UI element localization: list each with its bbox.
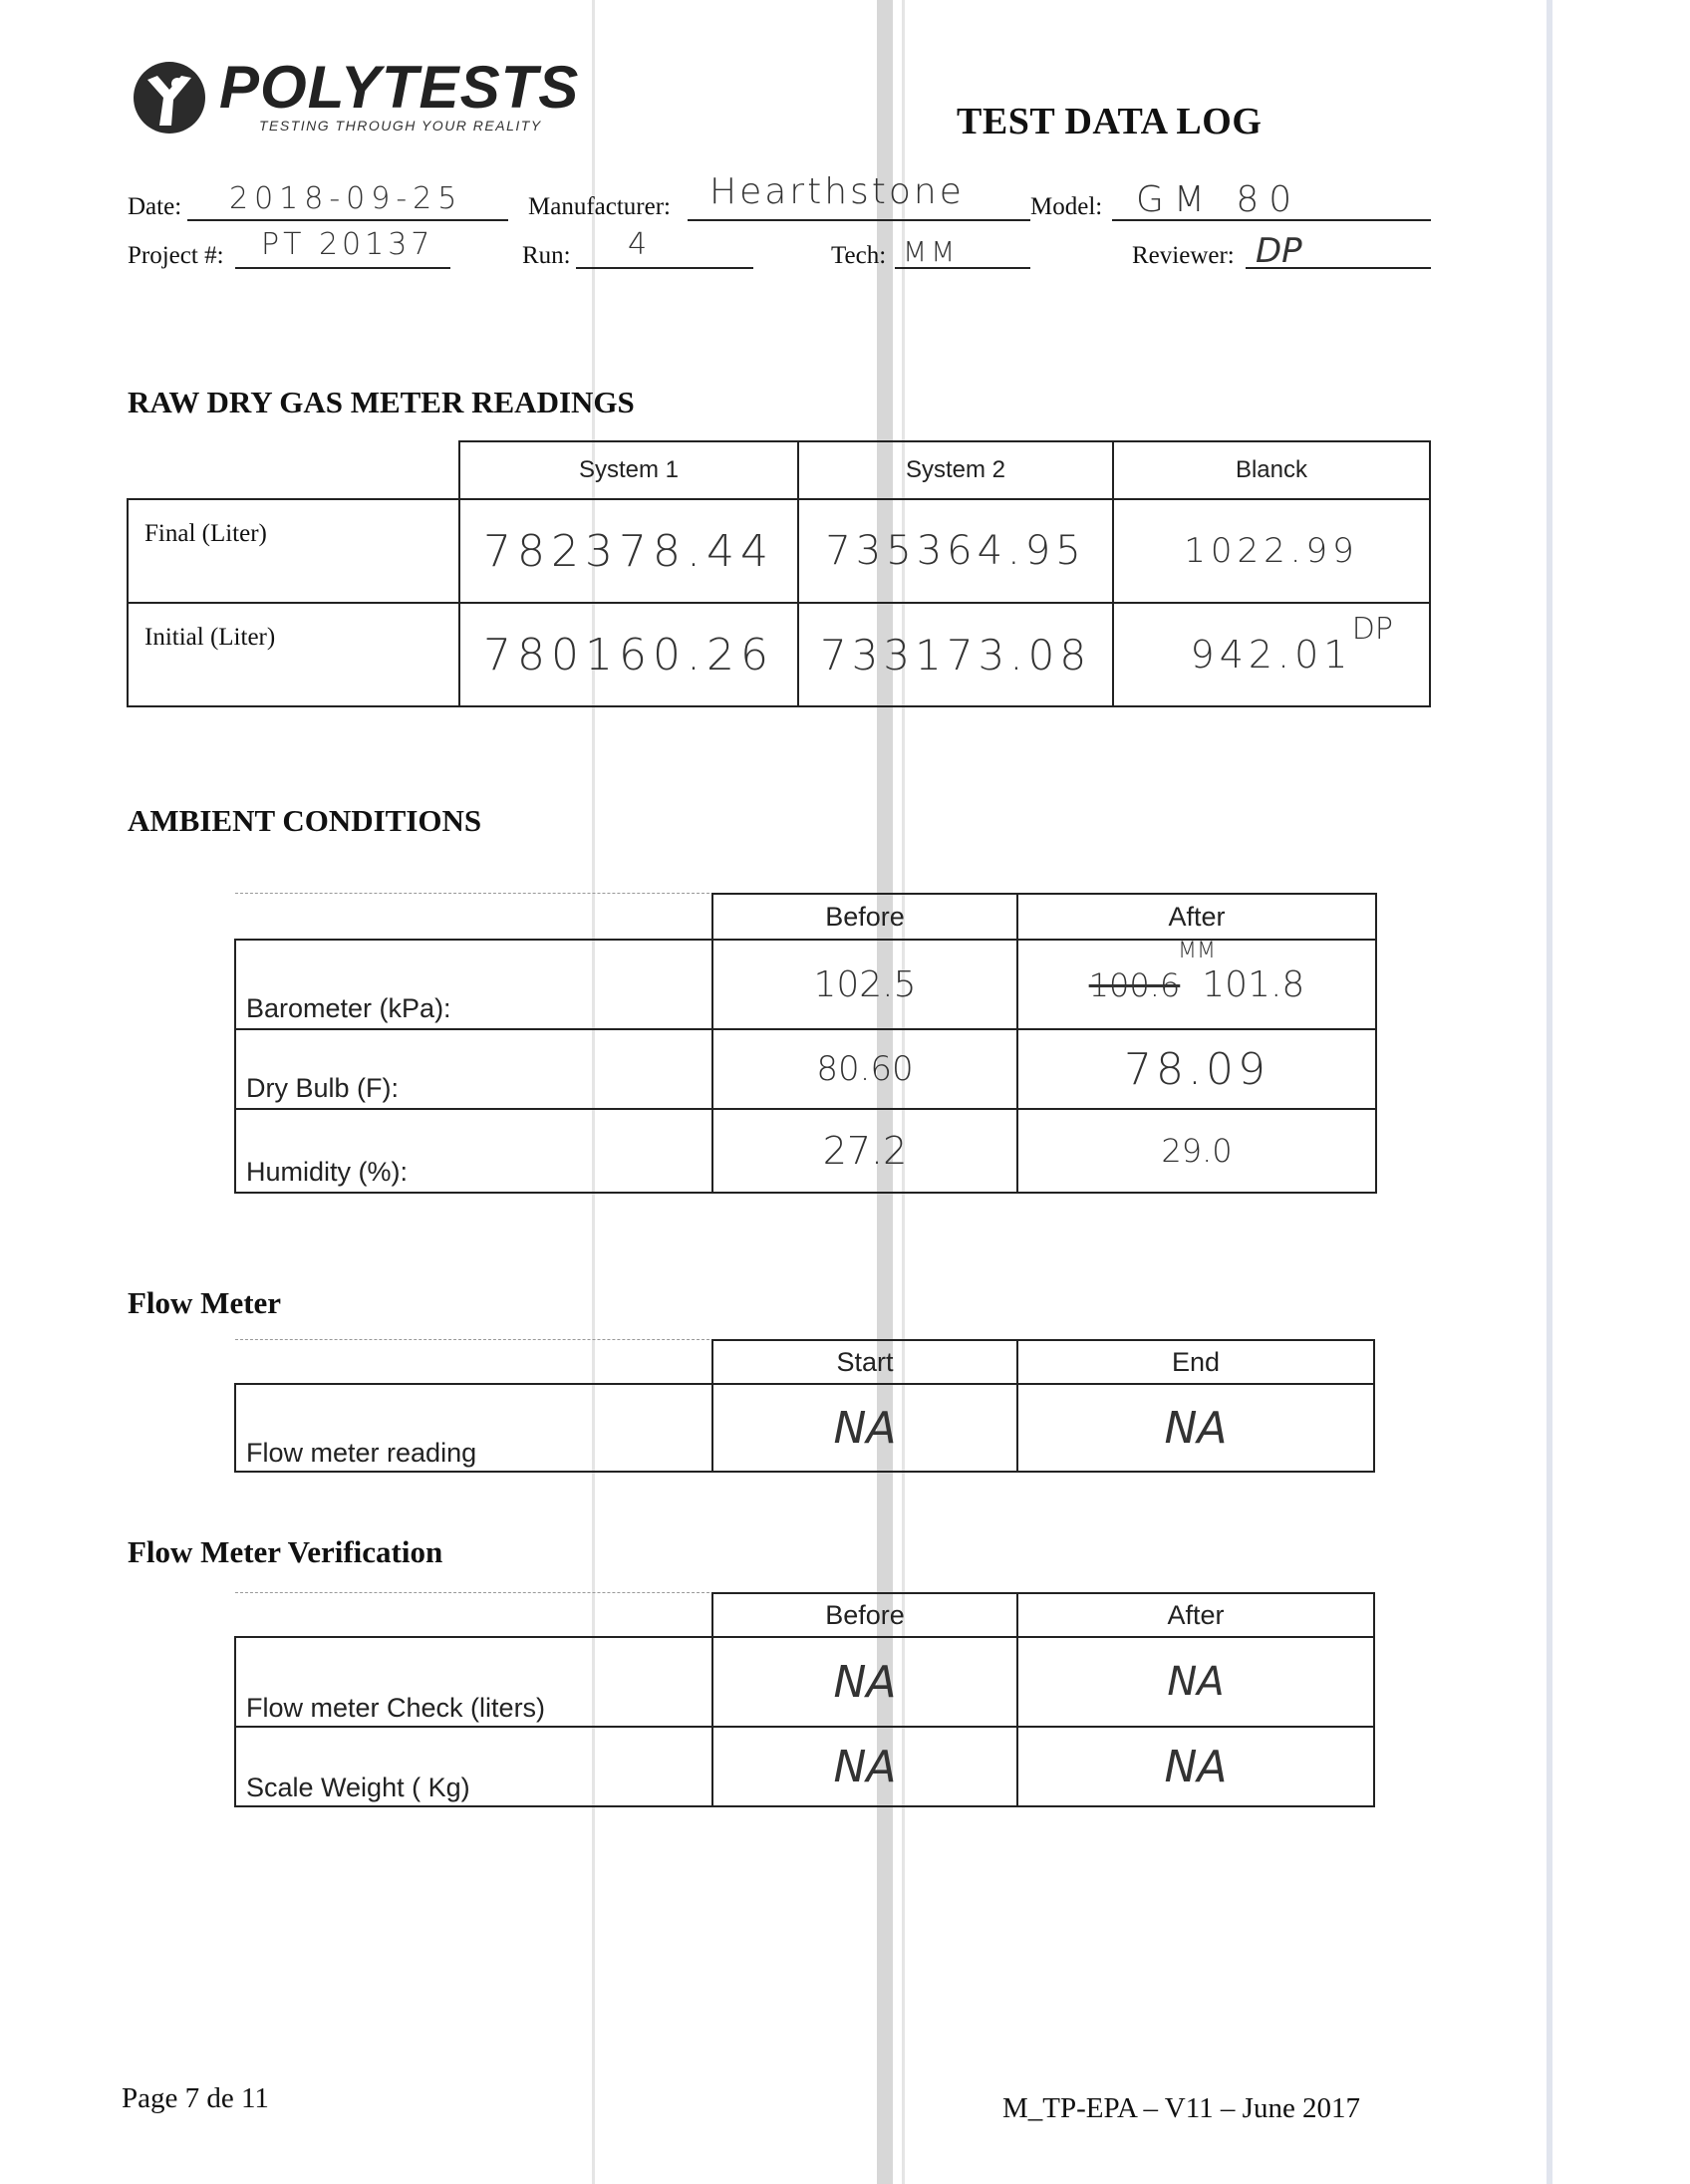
verification-cell — [712, 1727, 1017, 1806]
ambient-cell — [712, 940, 1017, 1029]
flow-row-label: Flow meter reading — [235, 1384, 712, 1472]
run-value: 4 — [628, 227, 648, 262]
barometer-after-initials: MM — [1178, 939, 1216, 963]
gas-final-blanck: 1022.99 — [1184, 531, 1359, 571]
date-value: 2018-09-25 — [229, 181, 463, 216]
tech-value: MM — [903, 235, 960, 268]
gas-initial-system-1: 780160.26 — [483, 629, 774, 681]
verification-col-after: After — [1017, 1593, 1374, 1637]
dry-bulb-before: 80.60 — [816, 1049, 914, 1089]
page-number: Page 7 de 11 — [122, 2082, 269, 2114]
flow-cell — [1017, 1384, 1374, 1472]
humidity-after: 29.0 — [1161, 1132, 1233, 1170]
ambient-cell — [712, 1109, 1017, 1193]
manufacturer-label: Manufacturer: — [528, 193, 671, 220]
gas-row-label: Initial (Liter) — [128, 603, 459, 706]
reviewer-value: DP — [1256, 231, 1302, 271]
gas-initial-blanck: 942.01 — [1190, 633, 1353, 677]
gas-cell — [1113, 499, 1430, 603]
ambient-corner — [235, 894, 712, 940]
gas-meter-table — [127, 440, 1431, 707]
ambient-row-label: Dry Bulb (F): — [235, 1029, 712, 1109]
flow-meter-corner — [235, 1340, 712, 1384]
date-underline — [187, 219, 508, 221]
verification-row-label: Flow meter Check (liters) — [235, 1637, 712, 1727]
gas-row-label: Final (Liter) — [128, 499, 459, 603]
verification-cell — [1017, 1727, 1374, 1806]
ambient-row-label: Humidity (%): — [235, 1109, 712, 1193]
ambient-cell — [1017, 1109, 1376, 1193]
flow-cell — [712, 1384, 1017, 1472]
gas-cell — [1113, 603, 1430, 706]
ambient-cell — [1017, 1029, 1376, 1109]
dry-bulb-after: 78.09 — [1124, 1043, 1269, 1095]
verification-col-before: Before — [712, 1593, 1017, 1637]
run-label: Run: — [522, 242, 571, 269]
flow-col-start: Start — [712, 1340, 1017, 1384]
gas-cell — [459, 603, 798, 706]
ambient-heading: AMBIENT CONDITIONS — [128, 803, 482, 838]
gas-meter-corner — [128, 441, 459, 499]
gas-initial-initials: DP — [1351, 612, 1393, 647]
humidity-before: 27.2 — [822, 1129, 908, 1173]
flow-check-after: NA — [1167, 1659, 1225, 1705]
gas-cell — [798, 499, 1113, 603]
ambient-row-label: Barometer (kPa): — [235, 940, 712, 1029]
ambient-cell — [1017, 940, 1376, 1029]
flow-verification-heading: Flow Meter Verification — [128, 1534, 443, 1569]
gas-meter-heading: RAW DRY GAS METER READINGS — [128, 385, 635, 419]
project-value: PT 20137 — [261, 227, 434, 262]
date-label: Date: — [128, 193, 182, 220]
manufacturer-underline — [688, 219, 1030, 221]
ambient-col-before: Before — [712, 894, 1017, 940]
flow-meter-end: NA — [1164, 1402, 1228, 1454]
reviewer-label: Reviewer: — [1132, 242, 1235, 269]
logo-mark-icon — [130, 58, 209, 137]
logo-text: POLYTESTS — [219, 54, 580, 121]
project-label: Project #: — [128, 242, 224, 269]
barometer-before: 102.5 — [813, 963, 917, 1005]
gas-col-system-2: System 2 — [798, 441, 1113, 499]
logo-tagline: TESTING THROUGH YOUR REALITY — [259, 118, 542, 134]
verification-row-label: Scale Weight ( Kg) — [235, 1727, 712, 1806]
flow-verification-table — [234, 1592, 1375, 1807]
document-title: TEST DATA LOG — [957, 101, 1263, 142]
gas-col-system-1: System 1 — [459, 441, 798, 499]
flow-check-before: NA — [833, 1656, 897, 1708]
flow-meter-table — [234, 1339, 1375, 1473]
ambient-table — [234, 893, 1377, 1194]
verification-cell — [712, 1637, 1017, 1727]
document-id: M_TP-EPA – V11 – June 2017 — [1002, 2092, 1361, 2124]
gas-col-blanck: Blanck — [1113, 441, 1430, 499]
project-underline — [235, 267, 450, 269]
gas-initial-system-2: 733173.08 — [819, 630, 1092, 680]
flow-meter-heading: Flow Meter — [128, 1285, 282, 1320]
gas-cell — [798, 603, 1113, 706]
model-value: GM 80 — [1136, 179, 1302, 220]
gas-final-system-2: 735364.95 — [825, 528, 1086, 574]
tech-label: Tech: — [831, 242, 887, 269]
flow-meter-start: NA — [833, 1402, 897, 1454]
verification-cell — [1017, 1637, 1374, 1727]
barometer-after: 101.8 — [1202, 963, 1305, 1005]
flow-verification-corner — [235, 1593, 712, 1637]
ambient-col-after: After — [1017, 894, 1376, 940]
flow-col-end: End — [1017, 1340, 1374, 1384]
manufacturer-value: Hearthstone — [709, 171, 965, 212]
gas-final-system-1: 782378.44 — [483, 525, 774, 577]
polytests-logo — [130, 54, 580, 137]
gas-cell — [459, 499, 798, 603]
scale-weight-before: NA — [833, 1741, 897, 1792]
scale-weight-after: NA — [1164, 1741, 1228, 1792]
ambient-cell — [712, 1029, 1017, 1109]
model-label: Model: — [1030, 193, 1103, 220]
barometer-after-struck: 100.6 — [1088, 965, 1181, 1004]
run-underline — [576, 267, 753, 269]
scan-streak — [1547, 0, 1552, 2184]
